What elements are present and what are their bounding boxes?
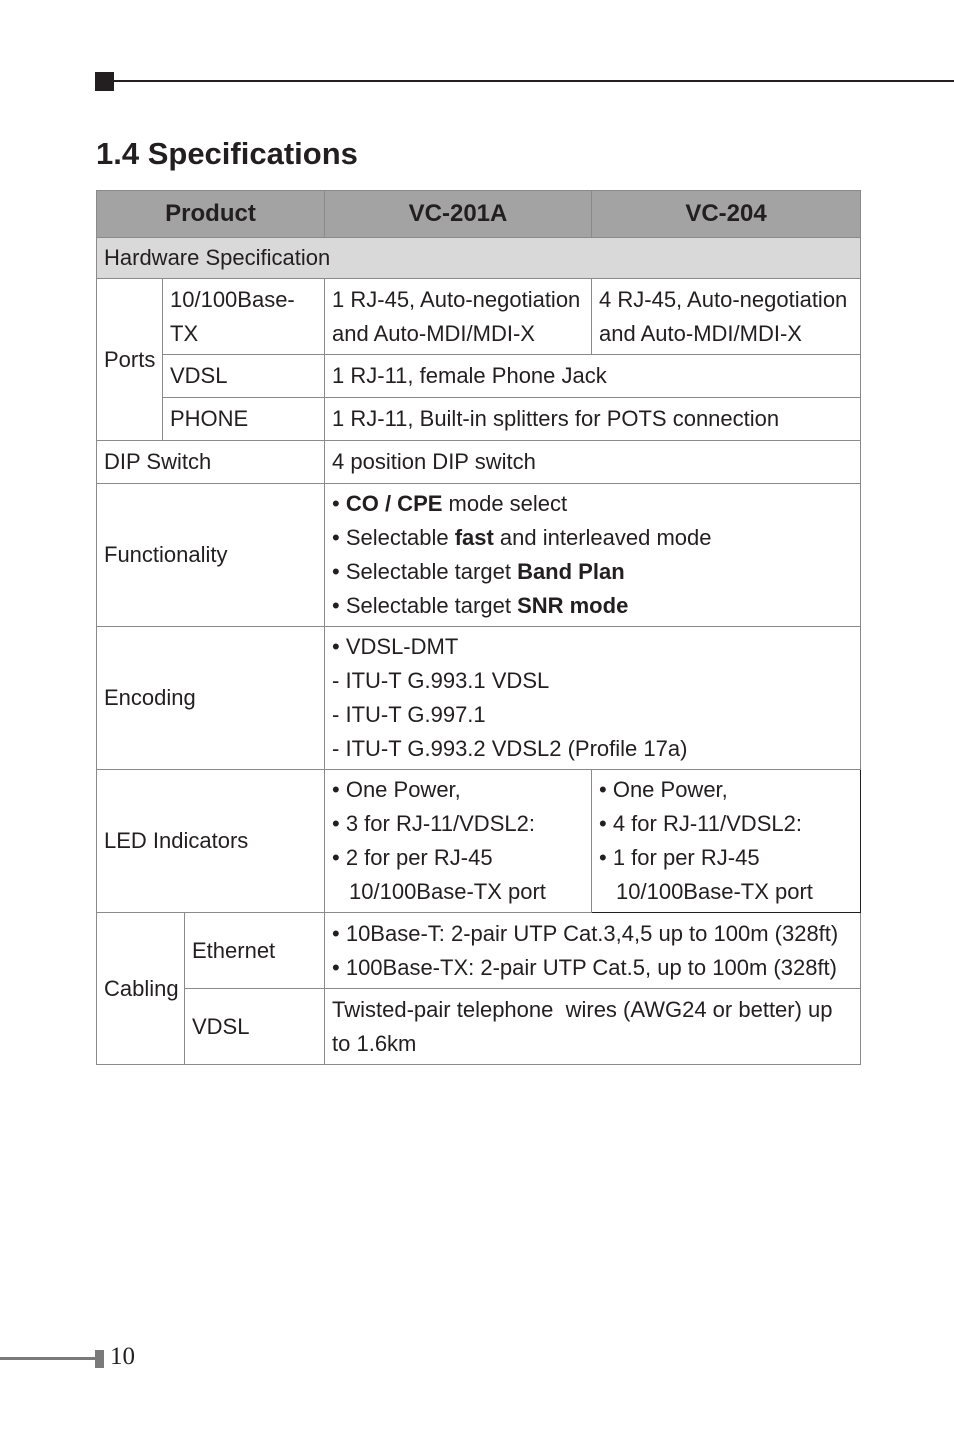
table-row (97, 913, 861, 989)
ports-tx-model-b (592, 279, 861, 355)
cell-line: 4 RJ-45, Auto-negotiation (599, 286, 848, 312)
cell-line: 10/100Base-TX port (616, 879, 813, 904)
cell-line: • 2 for per RJ-45 (332, 845, 493, 870)
header-square-marker (95, 72, 114, 91)
cell-line: and Auto-MDI/MDI-X (332, 320, 535, 346)
led-model-a (325, 770, 592, 913)
specifications-table (96, 190, 861, 1065)
cell-line: - ITU-T G.997.1 (332, 702, 486, 727)
table-row (97, 484, 861, 627)
cabling-vdsl-label: VDSL (185, 989, 325, 1065)
ports-phone-value: 1 RJ-11, Built-in splitters for POTS connection (325, 398, 861, 441)
cell-line: - ITU-T G.993.2 VDSL2 (Profile 17a) (332, 736, 688, 761)
cell-line: • One Power, (332, 777, 461, 802)
table-row (97, 279, 861, 355)
cabling-label: Cabling (97, 913, 185, 1065)
cabling-ethernet-value (325, 913, 861, 989)
functionality-value (325, 484, 861, 627)
cell-line: - ITU-T G.993.1 VDSL (332, 668, 550, 693)
footer-rule (0, 1357, 95, 1360)
ports-vdsl-value: 1 RJ-11, female Phone Jack (325, 355, 861, 398)
table-row (97, 355, 861, 398)
table-row (97, 627, 861, 770)
table-row (97, 441, 861, 484)
encoding-label: Encoding (97, 627, 325, 770)
ports-tx-model-a (325, 279, 592, 355)
cell-line: • VDSL-DMT (332, 634, 459, 659)
cell-line: • 10Base-T: 2-pair UTP Cat.3,4,5 up to 100m (328ft) (332, 920, 839, 946)
ports-vdsl-label: VDSL (163, 355, 325, 398)
functionality-label: Functionality (97, 484, 325, 627)
dip-value: 4 position DIP switch (325, 441, 861, 484)
cell-line: • Selectable fast and interleaved mode (332, 525, 712, 550)
ports-phone-label: PHONE (163, 398, 325, 441)
cell-line: • Selectable target Band Plan (332, 559, 625, 584)
cell-line: • 4 for RJ-11/VDSL2: (599, 811, 802, 836)
cell-line: 1 RJ-45, Auto-negotiation (332, 286, 581, 312)
page-number: 10 (110, 1343, 135, 1370)
cell-line: • 3 for RJ-11/VDSL2: (332, 811, 535, 836)
footer-marker (95, 1350, 104, 1368)
header-rule (114, 80, 954, 82)
cell-line: • One Power, (599, 777, 728, 802)
dip-label: DIP Switch (97, 441, 325, 484)
table-row (97, 238, 861, 279)
ports-label: Ports (97, 279, 163, 441)
cabling-ethernet-label: Ethernet (185, 913, 325, 989)
cell-line: • 1 for per RJ-45 (599, 845, 760, 870)
table-row (97, 989, 861, 1065)
cell-line: • 100Base-TX: 2-pair UTP Cat.5, up to 100m (328ft) (332, 954, 837, 980)
table-row (97, 770, 861, 913)
ports-tx-label: 10/100Base-TX (163, 279, 325, 355)
header-model-a: VC-201A (325, 191, 592, 238)
header-product: Product (97, 191, 325, 238)
cell-line: • CO / CPE mode select (332, 491, 568, 516)
led-label: LED Indicators (97, 770, 325, 913)
table-row (97, 398, 861, 441)
cell-line: 10/100Base-TX port (349, 879, 546, 904)
cell-line: to 1.6km (332, 1030, 417, 1056)
encoding-value (325, 627, 861, 770)
cell-line: Twisted-pair telephone wires (AWG24 or better) up (332, 996, 833, 1022)
cabling-vdsl-value (325, 989, 861, 1065)
led-model-b (592, 770, 861, 913)
cell-line: and Auto-MDI/MDI-X (599, 320, 802, 346)
hardware-spec-heading: Hardware Specification (97, 238, 861, 279)
section-title: 1.4 Specifications (96, 136, 358, 171)
header-model-b: VC-204 (592, 191, 861, 238)
cell-line: • Selectable target SNR mode (332, 593, 629, 618)
table-header-row (97, 191, 861, 238)
